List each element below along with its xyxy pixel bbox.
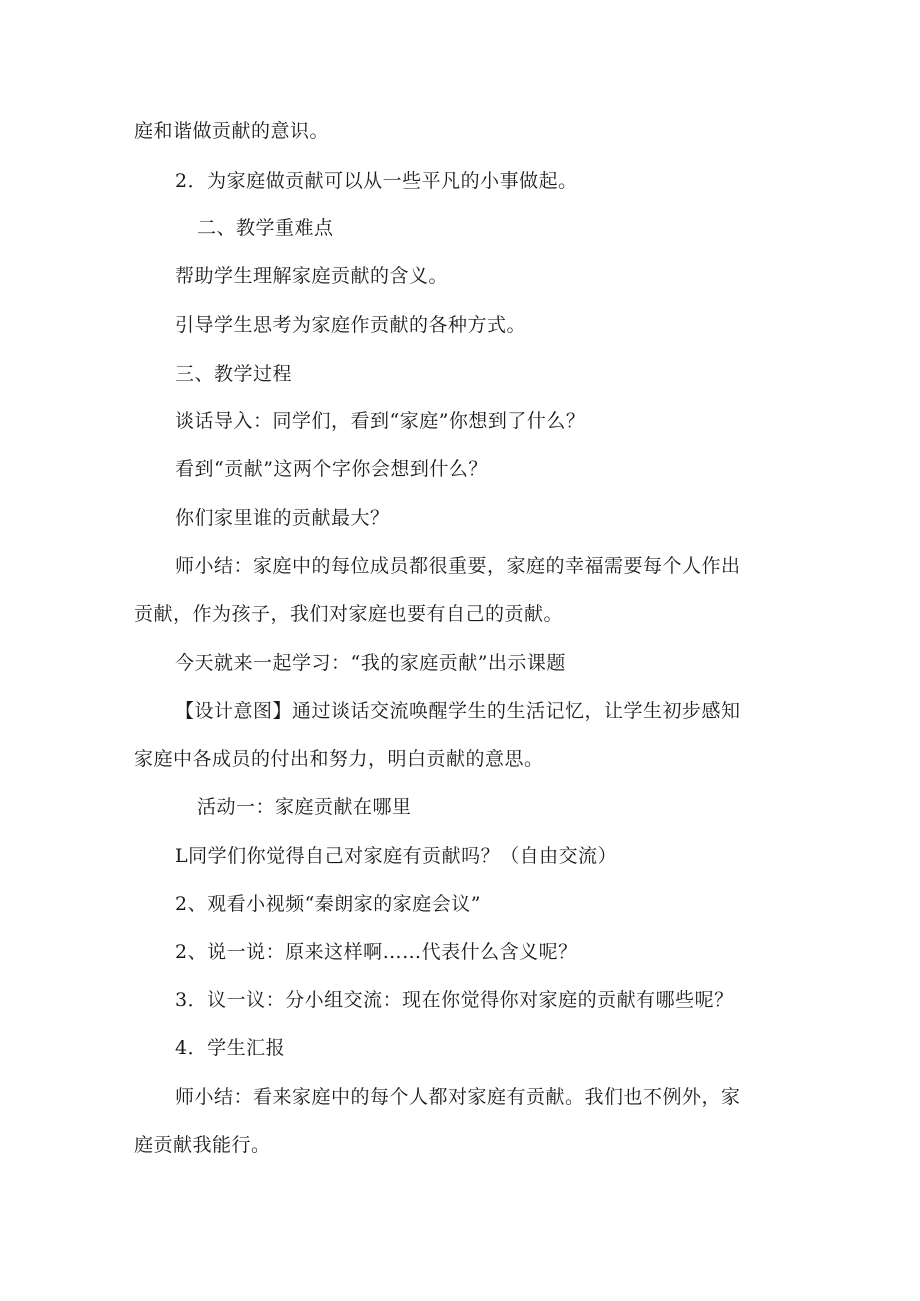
list-item: 2、说一说：原来这样啊……代表什么含义呢？ bbox=[175, 941, 578, 963]
paragraph-line: 师小结：家庭中的每位成员都很重要，家庭的幸福需要每个人作出 bbox=[175, 555, 741, 577]
paragraph-line: 帮助学生理解家庭贡献的含义。 bbox=[175, 265, 449, 287]
paragraph-line: 庭贡献我能行。 bbox=[134, 1134, 271, 1156]
paragraph-line: 庭和谐做贡献的意识。 bbox=[134, 120, 330, 142]
paragraph-line: 你们家里谁的贡献最大？ bbox=[175, 507, 390, 529]
paragraph-line: 今天就来一起学习：“我的家庭贡献”出示课题 bbox=[175, 652, 566, 674]
list-item: 3．议一议：分小组交流：现在你觉得你对家庭的贡献有哪些呢？ bbox=[175, 989, 734, 1011]
list-item: 2．为家庭做贡献可以从一些平凡的小事做起。 bbox=[175, 170, 578, 192]
paragraph-line: 贡献，作为孩子，我们对家庭也要有自己的贡献。 bbox=[134, 603, 564, 625]
paragraph-line: 师小结：看来家庭中的每个人都对家庭有贡献。我们也不例外，家 bbox=[175, 1086, 741, 1108]
section-heading: 活动一：家庭贡献在哪里 bbox=[197, 796, 412, 818]
paragraph-line: 【设计意图】通过谈话交流唤醒学生的生活记忆，让学生初步感知 bbox=[175, 700, 741, 722]
section-heading: 三、教学过程 bbox=[175, 363, 293, 385]
list-item: L同学们你觉得自己对家庭有贡献吗？（自由交流） bbox=[175, 845, 618, 867]
paragraph-line: 引导学生思考为家庭作贡献的各种方式。 bbox=[175, 314, 527, 336]
paragraph-line: 家庭中各成员的付出和努力，明白贡献的意思。 bbox=[134, 748, 544, 770]
section-heading: 二、教学重难点 bbox=[197, 217, 334, 239]
paragraph-line: 谈话导入：同学们，看到“家庭”你想到了什么？ bbox=[175, 410, 586, 432]
list-item: 2、观看小视频“秦朗家的家庭会议” bbox=[175, 893, 482, 915]
paragraph-line: 看到“贡献”这两个字你会想到什么？ bbox=[175, 458, 488, 480]
list-item: 4．学生汇报 bbox=[175, 1037, 286, 1059]
